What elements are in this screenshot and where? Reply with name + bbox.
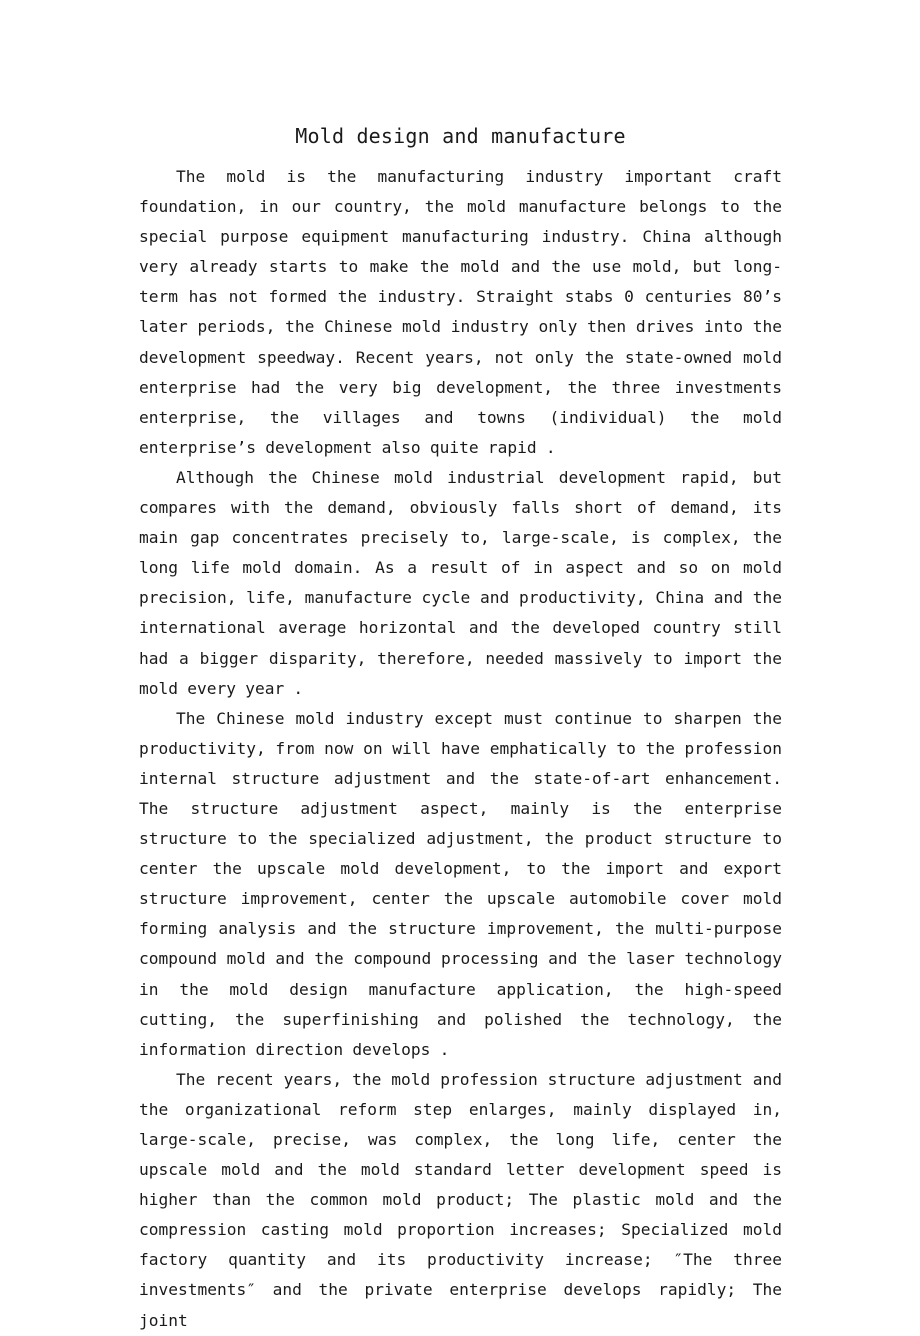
paragraph-3: The Chinese mold industry except must continue to sharpen the productivity, from now on will have emphatically to the profession internal structure adjustment and the state-of-art enhancement. The structure adjustment aspect, mainly is the enterprise structure to the specialized adjustment, the product structure to center the upscale mold development, to the import and export structure improvement, center the upscale automobile cover mold forming analysis and the structure improvement, the multi-purpose compound mold and the compound processing and the laser technology in the mold design manufacture application, the high-speed cutting, the superfinishing and polished the technology, the information direction develops . — [139, 708, 782, 1059]
document-body — [139, 122, 782, 1336]
paragraph-2: Although the Chinese mold industrial development rapid, but compares with the demand, obviously falls short of demand, its main gap concentrates precisely to, large-scale, is complex, the long life mold domain. As a result of in aspect and so on mold precision, life, manufacture cycle and productivity, China and the international average horizontal and the developed country still had a bigger disparity, therefore, needed massively to import the mold every year . — [139, 467, 782, 698]
paragraph-4: The recent years, the mold profession structure adjustment and the organizational reform step enlarges, mainly displayed in, large-scale, precise, was complex, the long life, center the upscale mold and the mold standard letter development speed is higher than the common mold product; The plastic mold and the compression casting mold proportion increases; Specialized mold factory quantity and its productivity increase; ″The three investments″ and the private enterprise develops rapidly; The joint — [139, 1069, 782, 1330]
paragraph-1: The mold is the manufacturing industry important craft foundation, in our country, the mold manufacture belongs to the special purpose equipment manufacturing industry. China although very already starts to make the mold and the use mold, but long-term has not formed the industry. Straight stabs 0 centuries 80’s later periods, the Chinese mold industry only then drives into the development speedway. Recent years, not only the state-owned mold enterprise had the very big development, the three investments enterprise, the villages and towns (individual) the mold enterprise’s development also quite rapid . — [139, 167, 782, 457]
document-title: Mold design and manufacture — [295, 124, 626, 148]
